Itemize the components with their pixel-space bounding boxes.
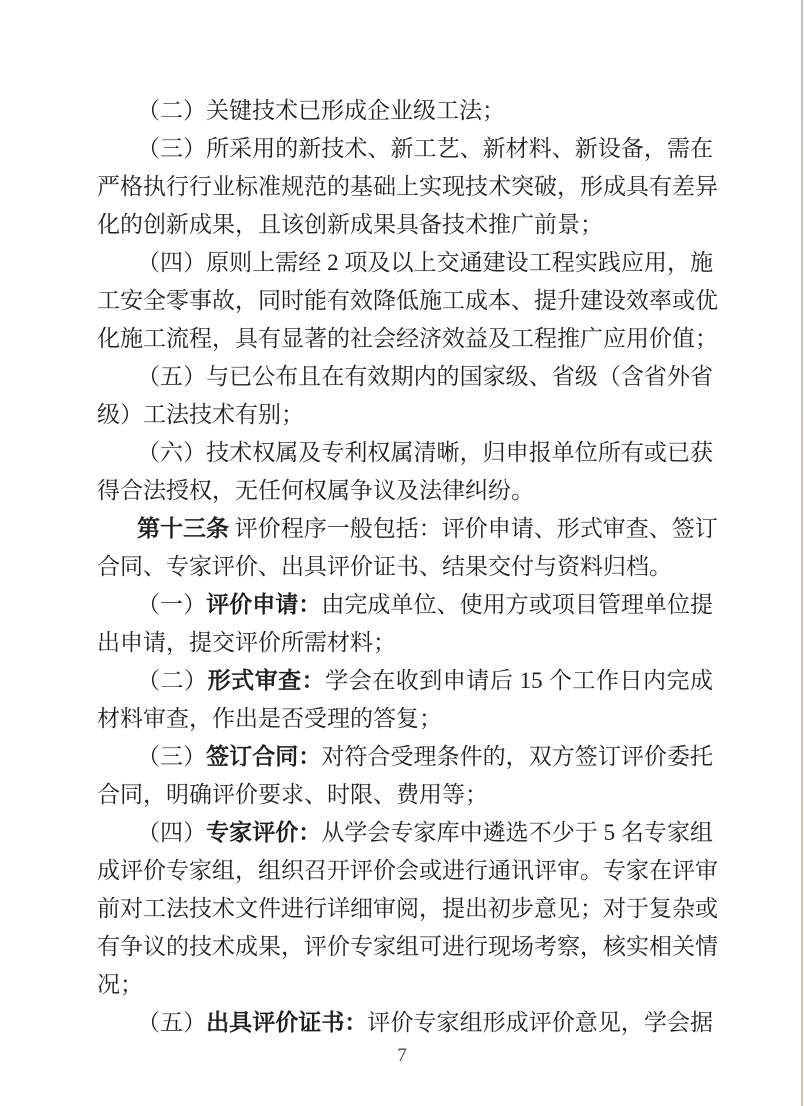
text-line: 有争议的技术成果，评价专家组可进行现场考察，核实相关情 [97,934,718,959]
text-line: （五）出具评价证书：评价专家组形成评价意见，学会据 [137,1010,714,1035]
text-line: （二）关键技术已形成企业级工法； [137,98,505,123]
text-line: 得合法授权，无任何权属争议及法律纠纷。 [97,478,534,503]
text-line: （三）签订合同：对符合受理条件的，双方签订评价委托 [137,744,714,769]
text-line: （六）技术权属及专利权属清晰，归申报单位所有或已获 [137,440,713,465]
text-line: 合同、专家评价、出具评价证书、结果交付与资料归档。 [97,554,672,579]
text-line: 化的创新成果，且该创新成果具备技术推广前景； [97,212,603,237]
text-line: 成评价专家组，组织召开评价会或进行通讯评审。专家在评审 [97,858,718,883]
text-line: 级）工法技术有别； [97,402,304,427]
text-line: （四）专家评价：从学会专家库中遴选不少于 5 名专家组 [137,820,714,845]
text-line: （四）原则上需经 2 项及以上交通建设工程实践应用，施 [137,250,713,275]
text-line: 第十三条 评价程序一般包括：评价申请、形式审查、签订 [137,516,718,541]
page-number: 7 [397,1045,407,1066]
text-line: 工安全零事故，同时能有效降低施工成本、提升建设效率或优 [97,288,718,313]
text-line: （一）评价申请：由完成单位、使用方或项目管理单位提 [137,592,714,617]
text-line: 出申请，提交评价所需材料； [97,630,396,655]
text-line: 合同，明确评价要求、时限、费用等； [97,782,488,807]
text-line: 严格执行行业标准规范的基础上实现技术突破，形成具有差异 [97,174,718,199]
text-line: 材料审查，作出是否受理的答复； [97,706,442,731]
text-line: （五）与已公布且在有效期内的国家级、省级（含省外省 [137,364,713,389]
text-line: 前对工法技术文件进行详细审阅，提出初步意见；对于复杂或 [97,896,718,921]
text-line: （二）形式审查：学会在收到申请后 15 个工作日内完成 [137,668,714,693]
page-edge-line [801,0,803,1106]
text-line: （三）所采用的新技术、新工艺、新材料、新设备，需在 [137,136,713,161]
text-line: 化施工流程，具有显著的社会经济效益及工程推广应用价值； [97,326,718,351]
text-line: 况； [97,972,143,997]
document-body [97,92,718,1042]
